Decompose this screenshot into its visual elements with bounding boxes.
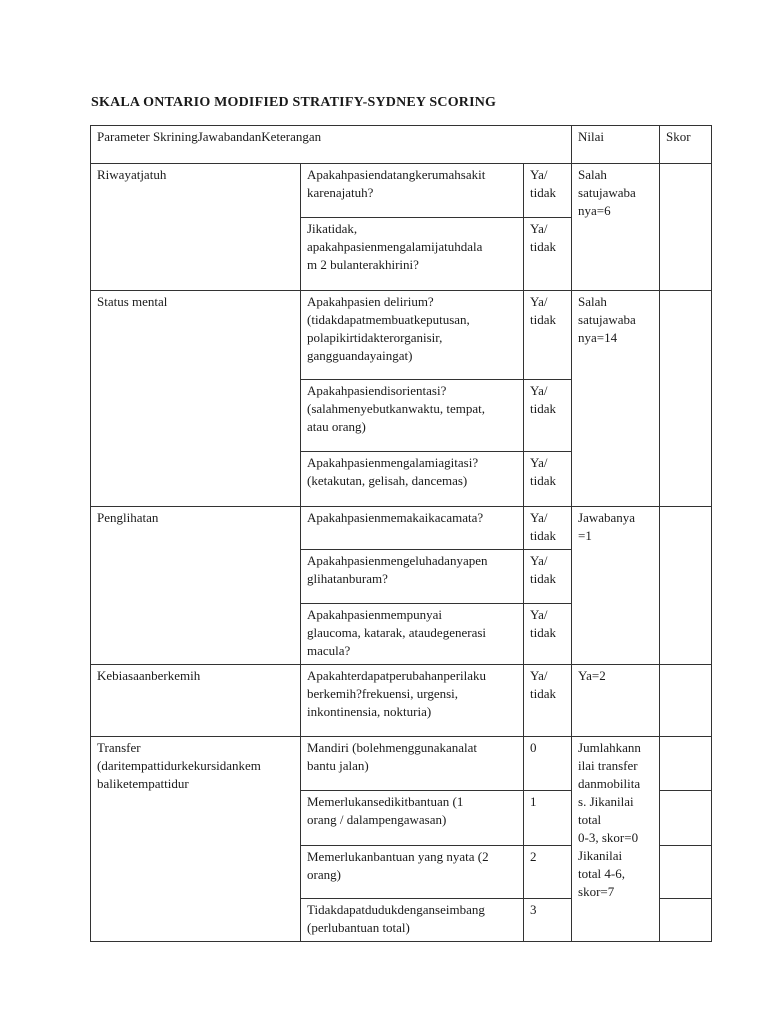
- answer-cell: Ya/ tidak: [524, 452, 572, 507]
- skor-cell: [660, 665, 712, 737]
- answer-cell: Ya/ tidak: [524, 218, 572, 291]
- table-header-row: [91, 126, 712, 164]
- answer-cell: Ya/ tidak: [524, 507, 572, 550]
- question-cell: Tidakdapatdudukdenganseimbang (perlubantuan total): [301, 899, 524, 942]
- nilai-cell: Jawabanya =1: [572, 507, 660, 665]
- nilai-cell: Salah satujawaba nya=14: [572, 291, 660, 507]
- question-cell: Apakahpasien delirium? (tidakdapatmembuatkeputusan, polapikirtidakterorganisir, gangguandayaingat): [301, 291, 524, 380]
- scoring-table: [90, 125, 712, 942]
- question-cell: Apakahpasienmemakaikacamata?: [301, 507, 524, 550]
- skor-cell: [660, 899, 712, 942]
- header-nilai: Nilai: [572, 126, 660, 164]
- nilai-cell: Jumlahkann ilai transfer danmobilita s. Jikanilai total 0-3, skor=0 Jikanilai total 4-6, skor=7: [572, 737, 660, 942]
- question-cell: Apakahpasienmengeluhadanyapen glihatanburam?: [301, 550, 524, 604]
- answer-cell: Ya/ tidak: [524, 164, 572, 218]
- param-penglihatan: Penglihatan: [91, 507, 301, 665]
- answer-cell: Ya/ tidak: [524, 604, 572, 665]
- answer-cell: Ya/ tidak: [524, 291, 572, 380]
- skor-cell: [660, 846, 712, 899]
- param-riwayat-jatuh: Riwayatjatuh: [91, 164, 301, 291]
- nilai-cell: Ya=2: [572, 665, 660, 737]
- answer-cell: Ya/ tidak: [524, 665, 572, 737]
- question-cell: Memerlukansedikitbantuan (1 orang / dalampengawasan): [301, 791, 524, 846]
- header-parameter: Parameter SkriningJawabandanKeterangan: [91, 126, 572, 164]
- param-kebiasaan-berkemih: Kebiasaanberkemih: [91, 665, 301, 737]
- nilai-cell: Salah satujawaba nya=6: [572, 164, 660, 291]
- table-row: [91, 737, 712, 791]
- skor-cell: [660, 164, 712, 291]
- param-status-mental: Status mental: [91, 291, 301, 507]
- skor-cell: [660, 737, 712, 791]
- table-row: [91, 164, 712, 218]
- answer-cell: Ya/ tidak: [524, 380, 572, 452]
- param-transfer: Transfer (daritempattidurkekursidankem baliketempattidur: [91, 737, 301, 942]
- skor-cell: [660, 507, 712, 665]
- question-cell: Apakahpasiendisorientasi? (salahmenyebutkanwaktu, tempat, atau orang): [301, 380, 524, 452]
- table-row: [91, 291, 712, 380]
- question-cell: Memerlukanbantuan yang nyata (2 orang): [301, 846, 524, 899]
- answer-cell: 2: [524, 846, 572, 899]
- question-cell: Apakahterdapatperubahanperilaku berkemih?frekuensi, urgensi, inkontinensia, nokturia): [301, 665, 524, 737]
- document-title: SKALA ONTARIO MODIFIED STRATIFY-SYDNEY SCORING: [91, 95, 497, 110]
- header-skor: Skor: [660, 126, 712, 164]
- skor-cell: [660, 291, 712, 507]
- answer-cell: Ya/ tidak: [524, 550, 572, 604]
- question-cell: Jikatidak, apakahpasienmengalamijatuhdala m 2 bulanterakhirini?: [301, 218, 524, 291]
- table-row: [91, 507, 712, 550]
- question-cell: Apakahpasienmengalamiagitasi? (ketakutan, gelisah, dancemas): [301, 452, 524, 507]
- skor-cell: [660, 791, 712, 846]
- question-cell: Mandiri (bolehmenggunakanalat bantu jalan): [301, 737, 524, 791]
- answer-cell: 0: [524, 737, 572, 791]
- question-cell: Apakahpasiendatangkerumahsakit karenajatuh?: [301, 164, 524, 218]
- table-row: [91, 665, 712, 737]
- answer-cell: 3: [524, 899, 572, 942]
- question-cell: Apakahpasienmempunyai glaucoma, katarak, ataudegenerasi macula?: [301, 604, 524, 665]
- answer-cell: 1: [524, 791, 572, 846]
